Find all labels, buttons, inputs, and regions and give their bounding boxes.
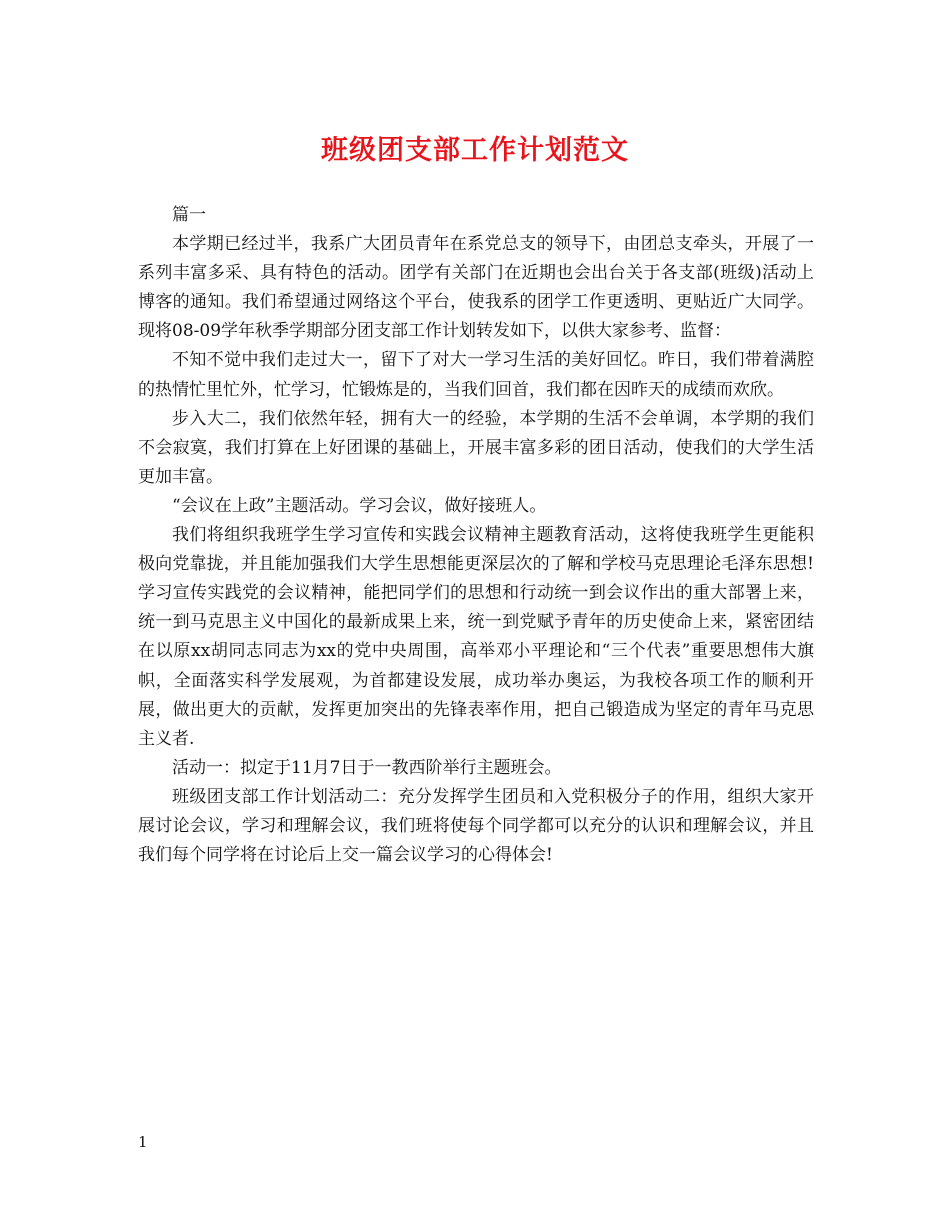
paragraph: 活动一：拟定于11月7日于一教西阶举行主题班会。 [172,757,562,778]
section-heading: 篇一 [172,205,206,225]
document-title: 班级团支部工作计划范文 [321,135,629,166]
page-number: 1 [138,1133,148,1151]
paragraph: “会议在上政”主题活动。学习会议，做好接班人。 [172,495,547,516]
paragraph: 班级团支部工作计划活动二：充分发挥学生团员和入党积极分子的作用，组织大家开展讨论会议，学习和理解会议，我们班将使每个同学都可以充分的认识和理解会议，并且我们每个同学将在讨论后上交一篇会议学习的心得体会! [138,786,814,866]
paragraph: 步入大二，我们依然年轻，拥有大一的经验，本学期的生活不会单调，本学期的我们不会寂寞，我们打算在上好团课的基础上，开展丰富多彩的团日活动，使我们的大学生活更加丰富。 [138,408,814,487]
paragraph: 我们将组织我班学生学习宣传和实践会议精神主题教育活动，这将使我班学生更能积极向党靠拢，并且能加强我们大学生思想能更深层次的了解和学校马克思理论毛泽东思想!学习宣传实践党的会议精神，能把同学们的思想和行动统一到会议作出的重大部署上来，统一到马克思主义中国化的最新成果上来，统一到党赋予青年的历史使命上来，紧密团结在以原xx胡同志同志为xx的党中央周围，高举邓小平理论和“三个代表”重要思想伟大旗帜，全面落实科学发展观，为首都建设发展，成功举办奥运，为我校各项工作的顺利开展，做出更大的贡献，发挥更加突出的先锋表率作用，把自己锻造成为坚定的青年马克思主义者. [138,525,814,749]
document-body [138,201,814,870]
paragraph: 不知不觉中我们走过大一，留下了对大一学习生活的美好回忆。昨日，我们带着满腔的热情忙里忙外，忙学习，忙锻炼是的，当我们回首，我们都在因昨天的成绩而欢欣。 [138,350,814,400]
paragraph: 本学期已经过半，我系广大团员青年在系党总支的领导下，由团总支牵头，开展了一系列丰富多采、具有特色的活动。团学有关部门在近期也会出台关于各支部(班级)活动上博客的通知。我们希望通过网络这个平台，使我系的团学工作更透明、更贴近广大同学。现将08-09学年秋季学期部分团支部工作计划转发如下，以供大家参考、监督： [138,234,814,342]
